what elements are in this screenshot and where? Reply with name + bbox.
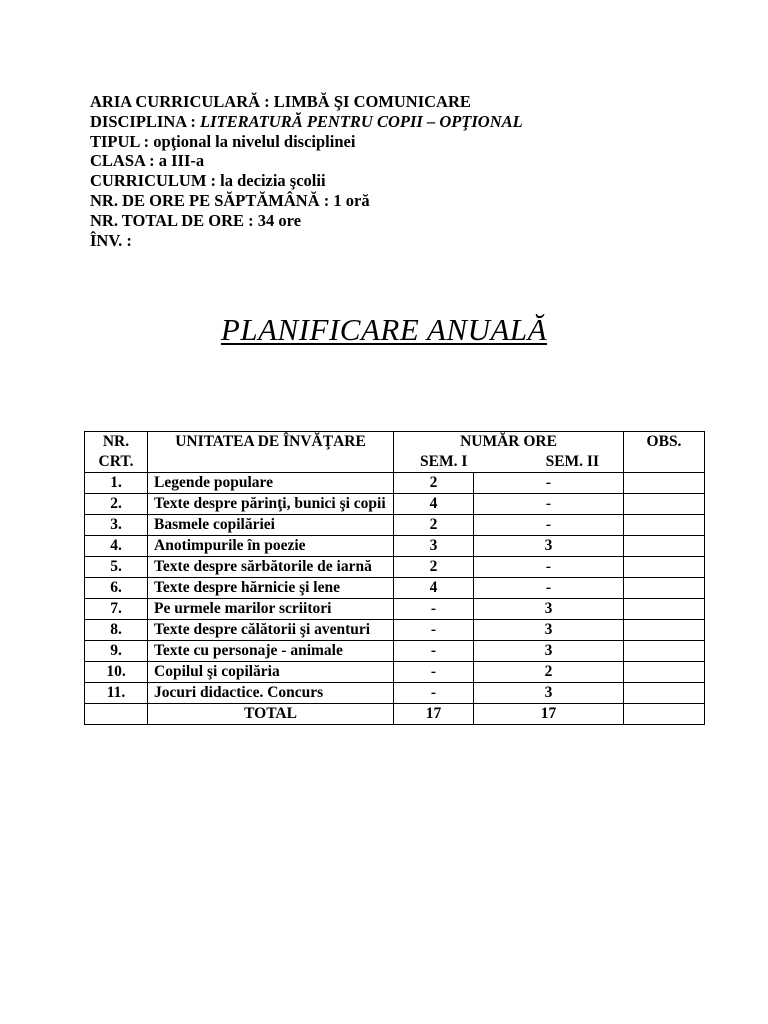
aria-curriculara-line: ARIA CURRICULARĂ : LIMBĂ ŞI COMUNICARE — [90, 92, 471, 111]
table-row — [85, 683, 705, 704]
ore-saptamana-line: NR. DE ORE PE SĂPTĂMÂNĂ : 1 oră — [90, 190, 370, 210]
row-sem-2-cell: - — [474, 473, 624, 494]
row-nr-cell: 4. — [85, 536, 148, 557]
row-sem-2-cell: - — [474, 578, 624, 599]
row-sem-1-cell: 2 — [394, 473, 474, 494]
row-nr-cell: 7. — [85, 599, 148, 620]
row-sem-1-cell: 4 — [394, 494, 474, 515]
row-obs-cell — [624, 683, 705, 704]
curriculum-line: CURRICULUM : la decizia şcolii — [90, 171, 326, 191]
header-unitatea: UNITATEA DE ÎNVĂŢARE — [148, 432, 394, 473]
row-sem-2-cell: - — [474, 557, 624, 578]
row-sem-2-cell: 3 — [474, 620, 624, 641]
row-unit-cell: Basmele copilăriei — [148, 515, 394, 536]
row-nr-cell: 2. — [85, 494, 148, 515]
row-sem-1-cell: - — [394, 662, 474, 683]
row-nr-cell: 6. — [85, 578, 148, 599]
row-nr-cell: 3. — [85, 515, 148, 536]
row-nr-cell: 10. — [85, 662, 148, 683]
row-nr-cell: 11. — [85, 683, 148, 704]
table-row — [85, 515, 705, 536]
table-row — [85, 536, 705, 557]
total-row — [85, 704, 705, 725]
total-sem-2: 17 — [474, 704, 624, 725]
row-sem-2-cell: 2 — [474, 662, 624, 683]
row-obs-cell — [624, 662, 705, 683]
row-sem-1-cell: 3 — [394, 536, 474, 557]
row-sem-1-cell: - — [394, 641, 474, 662]
table-row — [85, 578, 705, 599]
table-row — [85, 494, 705, 515]
row-nr-cell: 1. — [85, 473, 148, 494]
row-sem-2-cell: - — [474, 494, 624, 515]
inv-line: ÎNV. : — [90, 230, 132, 250]
row-sem-2-cell: 3 — [474, 641, 624, 662]
total-sem-1: 17 — [394, 704, 474, 725]
row-unit-cell: Texte despre călătorii şi aventuri — [148, 620, 394, 641]
header-sem-1: SEM. I — [420, 453, 468, 470]
table-row — [85, 473, 705, 494]
row-obs-cell — [624, 599, 705, 620]
row-unit-cell: Texte cu personaje - animale — [148, 641, 394, 662]
row-obs-cell — [624, 536, 705, 557]
page-title: PLANIFICARE ANUALĂ — [220, 312, 548, 347]
row-obs-cell — [624, 578, 705, 599]
total-ore-line: NR. TOTAL DE ORE : 34 ore — [90, 210, 302, 230]
header-numar-ore-label: NUMĂR ORE — [460, 433, 557, 450]
row-sem-1-cell: - — [394, 683, 474, 704]
header-nr-crt — [85, 432, 148, 473]
row-sem-1-cell: 2 — [394, 515, 474, 536]
disciplina-prefix: DISCIPLINA : — [90, 111, 201, 131]
row-nr-cell: 8. — [85, 620, 148, 641]
row-sem-1-cell: - — [394, 620, 474, 641]
row-unit-cell: Texte despre sărbătorile de iarnă — [148, 557, 394, 578]
row-obs-cell — [624, 557, 705, 578]
row-unit-cell: Legende populare — [148, 473, 394, 494]
row-sem-1-cell: 2 — [394, 557, 474, 578]
row-obs-cell — [624, 515, 705, 536]
document-header — [90, 92, 710, 250]
row-sem-1-cell: 4 — [394, 578, 474, 599]
row-sem-1-cell: - — [394, 599, 474, 620]
row-obs-cell — [624, 473, 705, 494]
header-numar-ore — [394, 432, 624, 473]
disciplina-line — [90, 112, 710, 132]
tipul-line: TIPUL : opţional la nivelul disciplinei — [90, 131, 356, 151]
planning-table — [84, 431, 705, 725]
row-obs-cell — [624, 641, 705, 662]
row-sem-2-cell: 3 — [474, 683, 624, 704]
header-nr-crt-line-1: NR. — [102, 433, 130, 450]
row-nr-cell: 5. — [85, 557, 148, 578]
row-sem-2-cell: 3 — [474, 536, 624, 557]
row-obs-cell — [624, 620, 705, 641]
table-row — [85, 599, 705, 620]
row-unit-cell: Jocuri didactice. Concurs — [148, 683, 394, 704]
table-row — [85, 662, 705, 683]
header-semesters — [398, 452, 619, 472]
header-nr-crt-line-2: CRT. — [98, 453, 134, 470]
table-row — [85, 557, 705, 578]
row-unit-cell: Copilul şi copilăria — [148, 662, 394, 683]
table-footer — [85, 704, 705, 725]
row-unit-cell: Pe urmele marilor scriitori — [148, 599, 394, 620]
table-header — [85, 432, 705, 473]
clasa-line: CLASA : a III-a — [90, 151, 205, 171]
row-unit-cell: Anotimpurile în poezie — [148, 536, 394, 557]
table-body — [85, 473, 705, 704]
total-label: TOTAL — [148, 704, 394, 725]
total-obs-cell — [624, 704, 705, 725]
header-obs: OBS. — [624, 432, 705, 473]
total-nr-cell — [85, 704, 148, 725]
table-row — [85, 641, 705, 662]
row-sem-2-cell: 3 — [474, 599, 624, 620]
row-unit-cell: Texte despre părinţi, bunici şi copii — [148, 494, 394, 515]
disciplina-value: LITERATURĂ PENTRU COPII – OPŢIONAL — [200, 111, 523, 131]
table-row — [85, 620, 705, 641]
row-obs-cell — [624, 494, 705, 515]
header-sem-2: SEM. II — [545, 453, 599, 470]
row-unit-cell: Texte despre hărnicie şi lene — [148, 578, 394, 599]
row-sem-2-cell: - — [474, 515, 624, 536]
row-nr-cell: 9. — [85, 641, 148, 662]
